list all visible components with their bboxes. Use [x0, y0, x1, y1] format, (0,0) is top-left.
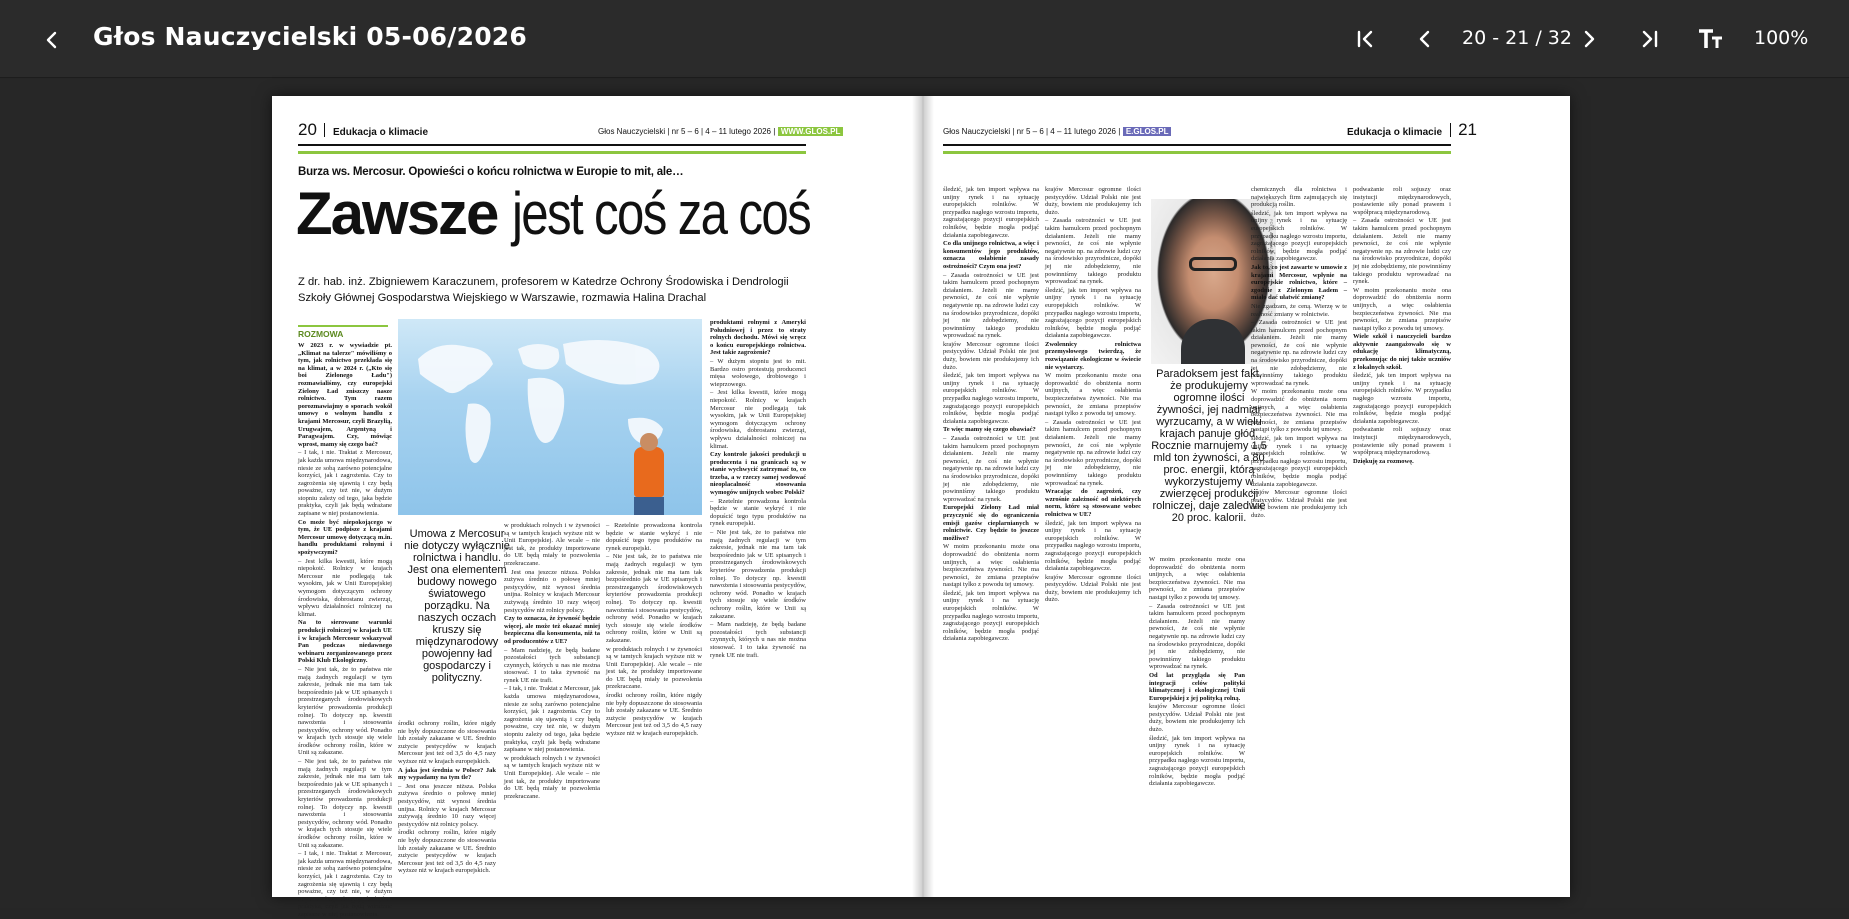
page-number: 21: [1458, 120, 1478, 139]
text-column-2: krajów Mercosur ogromne ilości pestycydów. Udział Polski nie jest duży, bowiem nie produkujemy ich dużo. – Zasada ostrożności w UE jest takim hamulcem przed pochopnym działaniem. Jeżeli nie mamy pewności, że coś nie wpłynie negatywnie np. na zdrowie ludzi czy na środowisko przyrodnicze, dopóki jej nie zdobędziemy, nie powinniśmy takiego produktu wprowadzać na rynek. śledzić, jak ten import wpływa na unijny rynek i na sytuację europejskich rolników. W przypadku nagłego wzrostu importu, zagrażającego pozycji europejskich rolników, będzie mogła podjąć działania zapobiegawcze. Zwolennicy rolnictwa przemysłowego twierdzą, że rozwiązanie ekologiczne w świecie nie wystarczy. W moim przekonaniu może ona doprowadzić do obniżenia norm unijnych, a więc osłabienia bezpieczeństwa żywności. Nie ma pewności, że zmiana przepisów nastąpi tylko z powodu tej umowy. – Zasada ostrożności w UE jest takim hamulcem przed pochopnym działaniem. Jeżeli nie mamy pewności, że coś nie wpłynie negatywnie np. na zdrowie ludzi czy na środowisko przyrodnicze, dopóki jej nie zdobędziemy, nie powinniśmy takiego produktu wprowadzać na rynek. Wracając do zagrożeń, czy wzrośnie zależność od niektórych norm, które są stosowane wobec rolnictwa w UE? śledzić, jak ten import wpływa na unijny rynek i na sytuację europejskich rolników. W przypadku nagłego wzrostu importu, zagrażającego pozycji europejskich rolników, będzie mogła podjąć działania zapobiegawcze. krajów Mercosur ogromne ilości pestycydów. Udział Polski nie jest duży, bowiem nie produkujemy ich dużo.: [1045, 186, 1141, 604]
text-column-4: – Rzetelnie prowadzona kontrola będzie w stanie wykryć i nie dopuścić tego typu produktów na rynek europejski. – Nie jest tak, że to państwa nie mają żadnych regulacji w tym zakresie, jednak nie ma tam tak bezpośrednio jak w UE spisanych i przestrzeganych środowiskowych kryteriów prowadzenia produkcji rolnej. To dotyczy np. kwestii nawożenia i stosowania pestycydów, ochrony wód. Ponadto w krajach tych stosuje się wiele środków ochrony roślin, które w Unii są zakazane. w produktach rolnych i w żywności są w tamtych krajach wyższe niż w Unii Europejskiej. Ale wcale – nie jest tak, że produkty importowane do UE będą miały te pozwolenia przekraczane. środki ochrony roślin, które nigdy nie były dopuszczone do stosowania lub zostały zakazane w UE. Średnio zużycie pestycydów w krajach Mercosur jest też od 3,5 do 4,5 razy wyższe niż w krajach europejskich.: [606, 522, 702, 738]
text-size-icon: [1698, 28, 1724, 50]
glasses: [1189, 257, 1237, 271]
magazine-url: E.GLOS.PL: [1123, 127, 1172, 136]
running-head-left: [298, 120, 428, 142]
text-column-3: w produktach rolnych i w żywności są w tamtych krajach wyższe niż w Unii Europejskiej. Ale wcale – nie jest tak, że produkty importowane do UE będą miały te pozwolenia przekraczane. – Jest ona jeszcze niższa. Polska zużywa średnio o połowę mniej pestycydów, niż wynosi średnia unijna. Rolnicy w krajach Mercosur zużywają średnio 10 razy więcej pestycydów niż rolnicy polscy. Czy to oznacza, że żywność będzie więcej, ale może też okazać mniej bezpieczna dla konsumenta, niż ta od producentów z UE? – Mam nadzieję, że będą badane pozostałości tych substancji czynnych, których u nas nie można stosować. I to taka żywność na rynek UE nie trafi. – I tak, i nie. Traktat z Mercosur, jak każda umowa międzynarodowa, niesie ze sobą zarówno potencjalne korzyści, jak i zagrożenia. Czy to zagrożenia się ujawnią i czy będą poważne, czy też nie, w dużym stopniu zależy od tego, jaka będzie praktyka, czyli jak będą wdrażane zapisane w niej postanowienia. w produktach rolnych i w żywności są w tamtych krajach wyższe niż w Unii Europejskiej. Ale wcale – nie jest tak, że produkty importowane do UE będą miały te pozwolenia przekraczane.: [504, 522, 600, 800]
pull-quote: Paradoksem jest fakt, że produkujemy ogromne ilości żywności, jej nadmiar wyrzucamy, a w wielu krajach panuje głód. Rocznie marnujemy 1,5 mld ton żywności, a 80 proc. energii, którą wykorzystujemy w zwierzęcej produkcji rolniczej, daje zaledwie 20 proc. kalorii.: [1151, 368, 1267, 524]
divider: [943, 144, 1451, 146]
world-map-photo: [398, 319, 702, 515]
back-button[interactable]: [36, 24, 68, 56]
page-indicator[interactable]: 20 - 21 / 32: [1462, 27, 1572, 49]
last-page-icon: [1638, 29, 1660, 49]
page-20: [272, 96, 923, 918]
pull-quote: Umowa z Mercosur nie dotyczy wyłącznie rolnictwa i handlu. Jest ona elementem budowy nowego światowego porządku. Na naszych oczach kruszy się międzynarodowy powojenny ład gospodarczy i polityczny.: [404, 528, 510, 684]
first-page-icon: [1355, 29, 1377, 49]
photo-credit: FOTO: ARCHIWUM PRYWATNE: [1269, 219, 1274, 278]
article-byline: Z dr. hab. inż. Zbigniewem Karaczunem, profesorem w Katedrze Ochrony Środowiska i Dendrologii Szkoły Głównej Gospodarstwa Wiejskiego w Warszawie, rozmawia Halina Drachal: [298, 276, 789, 304]
article-label: ROZMOWA: [298, 325, 388, 339]
previous-page-button[interactable]: [1408, 22, 1442, 56]
page-spread[interactable]: [272, 96, 1570, 918]
publication-title: Głos Nauczycielski 05-06/2026: [93, 22, 527, 51]
text-size-button[interactable]: [1694, 22, 1728, 56]
article-kicker: Burza ws. Mercosur. Opowieści o końcu rolnictwa w Europie to mit, ale…: [298, 166, 684, 178]
magazine-url: WWW.GLOS.PL: [778, 127, 844, 136]
next-page-button[interactable]: [1572, 22, 1606, 56]
headline-bold: Zawsze: [296, 180, 498, 247]
child-legs: [634, 497, 664, 515]
child-head: [640, 433, 658, 451]
child-figure: [634, 447, 664, 497]
chevron-right-icon: [1580, 29, 1598, 49]
article-headline: [296, 180, 876, 247]
text-column-5: produktami rolnymi z Ameryki Południowej i przez to straty rolnych dochodu. Mówi się wręcz o końcu europejskiego rolnictwa. Jest takie zagrożenie? – W dużym stopniu jest to mit. Bardzo ostro protestują producenci mięsa wołowego, drobiowego i wieprzowego. – Jest kilka kwestii, które mogą niepokoić. Rolnicy w krajach Mercosur nie podlegają tak wysokim, jak w Unii Europejskiej wymogom dotyczącym ochrony środowiska, dobrostanu zwierząt, wpływu działalności rolniczej na klimat. Czy kontrole jakości produkcji u producenta i na granicach są w stanie wychwycić zatrzymać to, co trzeba, a w rzeczy samej wodować nieoplacalność stosowania wymogów unijnych wobec Polski? – Rzetelnie prowadzona kontrola będzie w stanie wykryć i nie dopuścić tego typu produktów na rynek europejski. – Nie jest tak, że to państwa nie mają żadnych regulacji w tym zakresie, jednak nie ma tam tak bezpośrednio jak w UE spisanych i przestrzeganych środowiskowych kryteriów prowadzenia produkcji rolnej. To dotyczy np. kwestii nawożenia i stosowania pestycydów, ochrony wód. Ponadto w krajach tych stosuje się wiele środków ochrony roślin, które w Unii są zakazane. – Mam nadzieję, że będą badane pozostałości tych substancji czynnych, których u nas nie można stosować. I to taka żywność na rynek UE nie trafi.: [710, 319, 806, 659]
text-column-5: podważanie roli sojuszy oraz instytucji międzynarodowych, postawienie siły ponad prawem i współpracą międzynarodową. – Zasada ostrożności w UE jest takim hamulcem przed pochopnym działaniem. Jeżeli nie mamy pewności, że coś nie wpłynie negatywnie np. na zdrowie ludzi czy na środowisko przyrodnicze, dopóki jej nie zdobędziemy, nie powinniśmy takiego produktu wprowadzać na rynek. W moim przekonaniu może ona doprowadzić do obniżenia norm unijnych, a więc osłabienia bezpieczeństwa żywności. Nie ma pewności, że zmiana przepisów nastąpi tylko z powodu tej umowy. Wiele szkół i nauczycieli bardzo aktywnie zaangażowało się w edukację klimatyczną, przekonując do niej także uczniów z lokalnych szkół. śledzić, jak ten import wpływa na unijny rynek i na sytuację europejskich rolników. W przypadku nagłego wzrostu importu, zagrażającego pozycji europejskich rolników, będzie mogła podjąć działania zapobiegawcze. podważanie roli sojuszy oraz instytucji międzynarodowych, postawienie siły ponad prawem i współpracą międzynarodową. Dziękuję za rozmowę.: [1353, 186, 1451, 465]
section-name: Edukacja o klimacie: [332, 127, 429, 138]
page-21: [923, 96, 1570, 897]
divider: [298, 151, 806, 154]
first-page-button[interactable]: [1349, 22, 1383, 56]
text-column-1: śledzić, jak ten import wpływa na unijny rynek i na sytuację europejskich rolników. W przypadku nagłego wzrostu importu, zagrażającego pozycji europejskich rolników, będzie mogła podjąć działania zapobiegawcze. Co dla unijnego rolnictwa, a więc i konsumentów jego produktów, oznacza osłabienie zasady ostrożności? Czym ona jest? – Zasada ostrożności w UE jest takim hamulcem przed pochopnym działaniem. Jeżeli nie mamy pewności, że coś nie wpłynie negatywnie np. na zdrowie ludzi czy na środowisko przyrodnicze, dopóki jej nie zdobędziemy, nie powinniśmy takiego produktu wprowadzać na rynek. krajów Mercosur ogromne ilości pestycydów. Udział Polski nie jest duży, bowiem nie produkujemy ich dużo. śledzić, jak ten import wpływa na unijny rynek i na sytuację europejskich rolników. W przypadku nagłego wzrostu importu, zagrażającego pozycji europejskich rolników, będzie mogła podjąć działania zapobiegawcze. Te więc mamy się czego obawiać? – Zasada ostrożności w UE jest takim hamulcem przed pochopnym działaniem. Jeżeli nie mamy pewności, że coś nie wpłynie negatywnie np. na zdrowie ludzi czy na środowisko przyrodnicze, dopóki jej nie zdobędziemy, nie powinniśmy takiego produktu wprowadzać na rynek. Europejski Zielony Ład miał przyczynić się do ograniczenia emisji gazów cieplarnianych w rolnictwie. Czy będzie to jeszcze możliwe? W moim przekonaniu może ona doprowadzić do obniżenia norm unijnych, a więc osłabienia bezpieczeństwa żywności. Nie ma pewności, że zmiana przepisów nastąpi tylko z powodu tej umowy. śledzić, jak ten import wpływa na unijny rynek i na sytuację europejskich rolników. W przypadku nagłego wzrostu importu, zagrażającego pozycji europejskich rolników, będzie mogła podjąć działania zapobiegawcze.: [943, 186, 1039, 643]
zoom-level[interactable]: 100%: [1754, 27, 1809, 49]
divider: [943, 151, 1451, 154]
viewer-toolbar: [0, 0, 1849, 78]
text-column-1: W 2023 r. w wywiadzie pt. „Klimat na talerze" mówiliśmy o tym, jak rolnictwo przekłada się na klimat, a w 2024 r. („Kto się boi Zielonego Ładu") rozmawialiśmy, czy europejski Zielony Ład zniszczy nasze rolnictwo. Tym razem porozmawiajmy o sporach wokół umowy o wolnym handlu z krajami Mercosur, czyli Brazylią, Urugwajem, Argentyną i Paragwajem. Czy, mówiąc wprost, mamy się czego bać? – I tak, i nie. Traktat z Mercosur, jak każda umowa międzynarodowa, niesie ze sobą zarówno potencjalne korzyści, jak i zagrożenia. Czy to zagrożenia się ujawnią i czy będą poważne, czy też nie, w dużym stopniu zależy od tego, jaka będzie praktyka, czyli jak będą wdrażane zapisane w niej postanowienia. Co może być niepokojącego w tym, że UE podpisze z krajami Mercosur umowę dotyczącą m.in. handlu produktami rolnymi i spożywczymi? – Jest kilka kwestii, które mogą niepokoić. Rolnicy w krajach Mercosur nie podlegają tak wysokim, jak w Unii Europejskiej wymogom dotyczącym ochrony środowiska, dobrostanu zwierząt, wpływu działalności rolniczej na klimat. Na to sierowane warunki produkcji rolniczej w krajach UE i w krajach Mercosur wskazywał Pan podczas niedawnego webinaru zorganizowanego przez Polski Klub Ekologiczny. – Nie jest tak, że to państwa nie mają żadnych regulacji w tym zakresie, jednak nie ma tam tak bezpośrednio jak w UE spisanych i przestrzeganych środowiskowych kryteriów prowadzenia produkcji rolnej. To dotyczy np. kwestii nawożenia i stosowania pestycydów, ochrony wód. Ponadto w krajach tych stosuje się wiele środków ochrony roślin, które w Unii są zakazane. – Nie jest tak, że to państwa nie mają żadnych regulacji w tym zakresie, jednak nie ma tam tak bezpośrednio jak w UE spisanych i przestrzeganych środowiskowych kryteriów prowadzenia produkcji rolnej. To dotyczy np. kwestii nawożenia i stosowania pestycydów, ochrony wód. Ponadto w krajach tych stosuje się wiele środków ochrony roślin, które w Unii są zakazane. – I tak, i nie. Traktat z Mercosur, jak każda umowa międzynarodowa, niesie ze sobą zarówno potencjalne korzyści, jak i zagrożenia. Czy to zagrożenia się ujawnią i czy będą poważne, czy też nie, w dużym stopniu zależy od tego, jaka będzie praktyka, czyli jak będą wdrażane zapisane w niej postanowienia.: [298, 342, 392, 918]
chevron-left-icon: [1416, 29, 1434, 49]
document-viewer[interactable]: [0, 79, 1849, 918]
last-page-button[interactable]: [1632, 22, 1666, 56]
text-column-2: środki ochrony roślin, które nigdy nie były dopuszczone do stosowania lub zostały zakazane w UE. Średnio zużycie pestycydów w krajach Mercosur jest też od 3,5 do 4,5 razy wyższe niż w krajach europejskich. A jaka jest średnia w Polsce? Jak my wypadamy na tym tle? – Jest ona jeszcze niższa. Polska zużywa średnio o połowę mniej pestycydów, niż wynosi średnia unijna. Rolnicy w krajach Mercosur zużywają średnio 10 razy więcej pestycydów niż rolnicy polscy. środki ochrony roślin, które nigdy nie były dopuszczone do stosowania lub zostały zakazane w UE. Średnio zużycie pestycydów w krajach Mercosur jest też od 3,5 do 4,5 razy wyższe niż w krajach europejskich.: [398, 720, 496, 875]
text-column-3: W moim przekonaniu może ona doprowadzić do obniżenia norm unijnych, a więc osłabienia bezpieczeństwa żywności. Nie ma pewności, że zmiana przepisów nastąpi tylko z powodu tej umowy. – Zasada ostrożności w UE jest takim hamulcem przed pochopnym działaniem. Jeżeli nie mamy pewności, że coś nie wpłynie negatywnie np. na zdrowie ludzi czy na środowisko przyrodnicze, dopóki jej nie zdobędziemy, nie powinniśmy takiego produktu wprowadzać na rynek. Od lat przygląda się Pan integracji celów polityki klimatycznej i ekologicznej Unii Europejskiej z jej polityką rolną. krajów Mercosur ogromne ilości pestycydów. Udział Polski nie jest duży, bowiem nie produkujemy ich dużo. śledzić, jak ten import wpływa na unijny rynek i na sytuację europejskich rolników. W przypadku nagłego wzrostu importu, zagrażającego pozycji europejskich rolników, będzie mogła podjąć działania zapobiegawcze.: [1149, 556, 1245, 788]
text-column-4: chemicznych dla rolnictwa i największych firm zajmujących się produkcją roślin. śledzić, jak ten import wpływa na unijny rynek i na sytuację europejskich rolników. W przypadku nagłego wzrostu importu, zagrażającego pozycji europejskich rolników, będzie mogła podjąć działania zapobiegawcze. Jak to, co jest zawarte w umowie z krajami Mercosur, wpłynie na europejskie rolnictwo, które – zgodnie z Zielonym Ładem – miało dać ułatwić zmianę? Nie zgadzam, że ceną. Wierzę w te realność zmiany w rolnictwie. – Zasada ostrożności w UE jest takim hamulcem przed pochopnym działaniem. Jeżeli nie mamy pewności, że coś nie wpłynie negatywnie np. na zdrowie ludzi czy na środowisko przyrodnicze, dopóki jej nie zdobędziemy, nie powinniśmy takiego produktu wprowadzać na rynek. W moim przekonaniu może ona doprowadzić do obniżenia norm unijnych, a więc osłabienia bezpieczeństwa żywności. Nie ma pewności, że zmiana przepisów nastąpi tylko z powodu tej umowy. śledzić, jak ten import wpływa na unijny rynek i na sytuację europejskich rolników. W przypadku nagłego wzrostu importu, zagrażającego pozycji europejskich rolników, będzie mogła podjąć działania zapobiegawcze. krajów Mercosur ogromne ilości pestycydów. Udział Polski nie jest duży, bowiem nie produkujemy ich dużo.: [1251, 186, 1347, 519]
section-name: Edukacja o klimacie: [1347, 127, 1443, 138]
magazine-info: Głos Nauczycielski | nr 5 – 6 | 4 – 11 lutego 2026 |: [943, 127, 1121, 136]
page-number: 20: [298, 120, 317, 139]
headline-light: jest coś za coś: [512, 180, 811, 247]
divider: [298, 144, 806, 146]
chevron-left-icon: [43, 31, 61, 49]
running-head-right: [1347, 120, 1477, 142]
shirt: [1181, 319, 1245, 364]
magazine-info: Głos Nauczycielski | nr 5 – 6 | 4 – 11 lutego 2026 |: [598, 127, 776, 136]
